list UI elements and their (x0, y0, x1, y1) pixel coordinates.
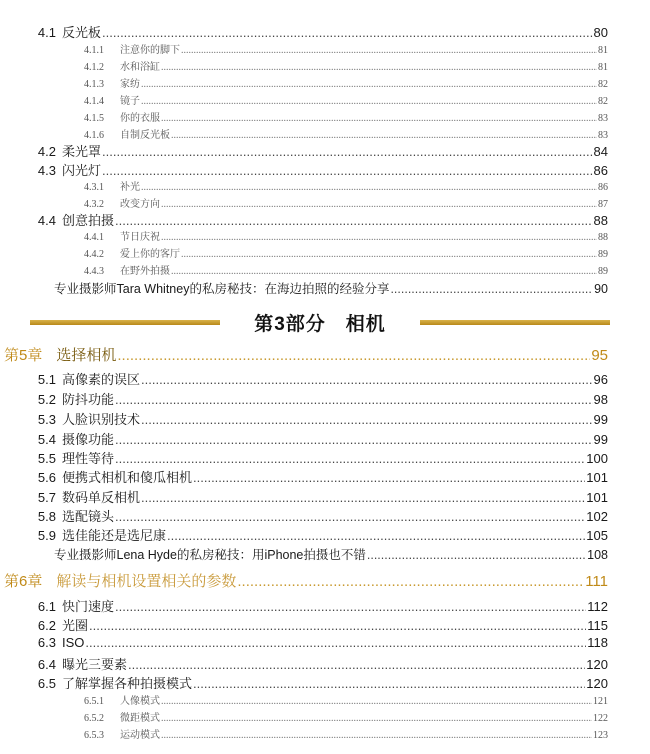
entry-title: 改变方向 (120, 199, 160, 210)
toc-entry-5-4 (28, 429, 608, 449)
entry-page: 100 (586, 451, 608, 466)
entry-title: 了解掌握各种拍摄模式 (62, 676, 193, 691)
dot-leader (141, 96, 597, 107)
chapter-number: 第5章 (4, 347, 43, 364)
dot-leader (89, 618, 586, 633)
entry-title: 选佳能还是选尼康 (62, 528, 167, 543)
entry-page: 90 (594, 282, 608, 296)
entry-title: 家纺 (120, 79, 140, 90)
toc-entry-4-1-2 (84, 58, 608, 75)
entry-title: 光圈 (62, 618, 89, 633)
entry-number: 4.1 (37, 25, 56, 40)
entry-title: 专业摄影师Tara Whitney的私房秘技：在海边拍照的经验分享 (54, 282, 390, 296)
entry-number: 4.1.1 (84, 45, 104, 56)
entry-title: 补光 (120, 182, 140, 193)
entry-page: 89 (598, 249, 608, 260)
dot-leader (141, 79, 597, 90)
entry-page: 96 (593, 372, 608, 387)
dot-leader (171, 266, 597, 277)
entry-page: 105 (586, 528, 608, 543)
dot-leader (115, 599, 586, 614)
entry-number: 4.4.2 (84, 249, 104, 260)
entry-title: ISO (62, 635, 85, 650)
dot-leader (117, 347, 590, 364)
entry-page: 86 (593, 163, 608, 178)
chapter-page: 95 (591, 347, 608, 364)
entry-number: 4.3.1 (84, 182, 104, 193)
entry-page: 82 (598, 96, 608, 107)
part-title: 第3部分 相机 (254, 314, 386, 335)
entry-title: 便携式相机和傻瓜相机 (62, 470, 193, 485)
entry-title: 摄像功能 (62, 432, 115, 447)
entry-page: 89 (598, 266, 608, 277)
toc-entry-5-2 (28, 389, 608, 409)
chapter-page: 111 (585, 573, 608, 590)
toc-entry-6-4 (28, 654, 608, 674)
toc-entry-4-4-2 (84, 245, 608, 262)
entry-title: 高像素的误区 (62, 372, 141, 387)
toc-entry-4-1-4 (84, 92, 608, 109)
toc-entry-6-5 (28, 673, 608, 693)
toc-entry-5-6 (28, 467, 608, 487)
toc-entry-4-2 (28, 141, 608, 161)
entry-title: 防抖功能 (62, 392, 115, 407)
toc-entry-4-4-3 (84, 262, 608, 279)
toc-entry-4-1-5 (84, 109, 608, 126)
entry-number: 6.5.1 (84, 696, 104, 707)
dot-leader (141, 412, 593, 427)
toc-entry-4-4-1 (84, 228, 608, 245)
dot-leader (128, 657, 585, 672)
toc-entry-5-7 (28, 487, 608, 507)
chapter-title: 解读与相机设置相关的参数 (56, 573, 237, 590)
dot-leader (161, 113, 597, 124)
entry-number: 5.1 (37, 372, 56, 387)
entry-number: 4.4 (37, 213, 56, 228)
toc-entry-4-3-1 (84, 178, 608, 195)
dot-leader (367, 548, 586, 562)
dot-leader (171, 130, 597, 141)
toc-entry-5-3 (28, 409, 608, 429)
dot-leader (161, 696, 592, 707)
toc-entry-6-3 (28, 635, 608, 655)
entry-title: 人像模式 (120, 696, 160, 707)
entry-page: 84 (593, 144, 608, 159)
dot-leader (161, 713, 592, 724)
dot-leader (102, 25, 593, 40)
entry-page: 101 (586, 490, 608, 505)
dot-leader (115, 451, 585, 466)
entry-title: 闪光灯 (62, 163, 102, 178)
entry-number: 6.5.3 (84, 730, 104, 741)
entry-number: 5.6 (37, 470, 56, 485)
entry-page: 87 (598, 199, 608, 210)
dot-leader (161, 62, 597, 73)
toc-entry-5-1 (28, 369, 608, 389)
chapter-title: 选择相机 (56, 347, 117, 364)
entry-number: 6.5 (37, 676, 56, 691)
toc-entry-4-1 (28, 22, 608, 42)
dot-leader (115, 432, 593, 447)
entry-number: 4.1.6 (84, 130, 104, 141)
dot-leader (390, 282, 593, 296)
entry-number: 4.4.3 (84, 266, 104, 277)
entry-page: 121 (593, 696, 608, 707)
dot-leader (115, 509, 585, 524)
entry-number: 6.3 (37, 635, 56, 650)
chapter-number: 第6章 (4, 573, 43, 590)
toc-entry-6-2 (28, 615, 608, 635)
dot-leader (237, 573, 584, 590)
entry-number: 5.2 (37, 392, 56, 407)
toc-entry-4-4 (28, 210, 608, 230)
entry-number: 5.8 (37, 509, 56, 524)
toc-entry-special-tara (54, 279, 608, 299)
toc-entry-5-9 (28, 525, 608, 545)
toc-entry-5-8 (28, 506, 608, 526)
entry-number: 5.3 (37, 412, 56, 427)
entry-page: 102 (586, 509, 608, 524)
toc-entry-4-3 (28, 160, 608, 180)
entry-page: 88 (598, 232, 608, 243)
entry-number: 4.1.3 (84, 79, 104, 90)
entry-title: 反光板 (62, 25, 102, 40)
entry-page: 83 (598, 130, 608, 141)
entry-title: 水和浴缸 (120, 62, 160, 73)
entry-page: 115 (587, 618, 608, 633)
dot-leader (102, 144, 593, 159)
dot-leader (115, 392, 593, 407)
entry-title: 自制反光板 (120, 130, 170, 141)
entry-page: 99 (593, 412, 608, 427)
dot-leader (115, 213, 593, 228)
entry-page: 98 (593, 392, 608, 407)
dot-leader (102, 163, 593, 178)
dot-leader (141, 372, 593, 387)
entry-page: 108 (587, 548, 608, 562)
entry-number: 4.1.4 (84, 96, 104, 107)
entry-title: 数码单反相机 (62, 490, 141, 505)
dot-leader (161, 232, 597, 243)
dot-leader (193, 470, 585, 485)
entry-title: 柔光罩 (62, 144, 102, 159)
dot-leader (141, 182, 597, 193)
entry-title: 微距模式 (120, 713, 160, 724)
entry-page: 122 (593, 713, 608, 724)
entry-page: 99 (593, 432, 608, 447)
entry-title: 镜子 (120, 96, 140, 107)
dot-leader (161, 199, 597, 210)
entry-number: 6.2 (37, 618, 56, 633)
entry-number: 6.5.2 (84, 713, 104, 724)
entry-title: 运动模式 (120, 730, 160, 741)
dot-leader (181, 249, 597, 260)
entry-number: 5.5 (37, 451, 56, 466)
entry-title: 爱上你的客厅 (120, 249, 180, 260)
entry-number: 4.2 (37, 144, 56, 159)
dot-leader (141, 490, 585, 505)
entry-number: 4.3.2 (84, 199, 104, 210)
entry-number: 5.4 (37, 432, 56, 447)
entry-page: 120 (586, 657, 608, 672)
entry-title: 在野外拍摄 (120, 266, 170, 277)
entry-page: 80 (593, 25, 608, 40)
toc-entry-4-1-3 (84, 75, 608, 92)
toc-entry-6-1 (28, 596, 608, 616)
toc-entry-6-5-1 (84, 692, 608, 709)
dot-leader (85, 635, 586, 650)
entry-title: 选配镜头 (62, 509, 115, 524)
toc-chapter-5 (4, 344, 608, 368)
entry-number: 5.7 (37, 490, 56, 505)
toc-entry-5-5 (28, 448, 608, 468)
entry-page: 118 (587, 635, 608, 650)
dot-leader (167, 528, 585, 543)
entry-number: 4.3 (37, 163, 56, 178)
entry-title: 创意拍摄 (62, 213, 115, 228)
entry-title: 专业摄影师Lena Hyde的私房秘技：用iPhone拍摄也不错 (54, 548, 366, 562)
entry-page: 86 (598, 182, 608, 193)
entry-title: 快门速度 (62, 599, 115, 614)
entry-number: 4.1.2 (84, 62, 104, 73)
toc-entry-6-5-3 (84, 726, 608, 743)
entry-number: 6.1 (37, 599, 56, 614)
toc-entry-4-1-1 (84, 41, 608, 58)
entry-page: 81 (598, 62, 608, 73)
entry-page: 123 (593, 730, 608, 741)
entry-number: 6.4 (37, 657, 56, 672)
toc-entry-6-5-2 (84, 709, 608, 726)
entry-page: 82 (598, 79, 608, 90)
entry-title: 曝光三要素 (62, 657, 128, 672)
entry-page: 88 (593, 213, 608, 228)
entry-page: 81 (598, 45, 608, 56)
entry-number: 4.1.5 (84, 113, 104, 124)
entry-page: 120 (586, 676, 608, 691)
entry-title: 你的衣服 (120, 113, 160, 124)
toc-chapter-6 (4, 570, 608, 594)
toc-entry-special-lena (54, 545, 608, 565)
entry-title: 节日庆祝 (120, 232, 160, 243)
entry-number: 4.4.1 (84, 232, 104, 243)
part-banner (30, 309, 610, 337)
dot-leader (161, 730, 592, 741)
entry-page: 101 (586, 470, 608, 485)
entry-page: 112 (587, 599, 608, 614)
entry-title: 人脸识别技术 (62, 412, 141, 427)
dot-leader (181, 45, 597, 56)
entry-number: 5.9 (37, 528, 56, 543)
entry-page: 83 (598, 113, 608, 124)
banner-rule-right (420, 320, 610, 325)
dot-leader (193, 676, 585, 691)
entry-title: 理性等待 (62, 451, 115, 466)
entry-title: 注意你的脚下 (120, 45, 180, 56)
